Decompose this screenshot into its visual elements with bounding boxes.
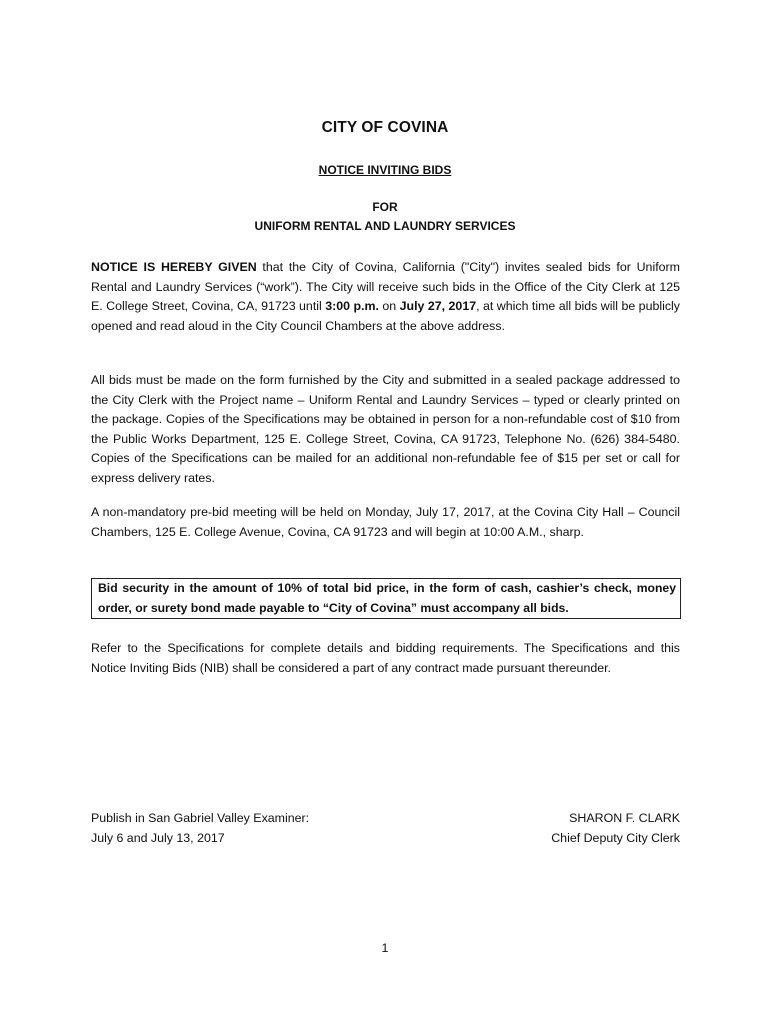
pre-bid-meeting-paragraph: A non-mandatory pre-bid meeting will be held on Monday, July 17, 2017, at the Covina City Hall – Council Chambers, 125 E. College Avenue, Covina, CA 91723 and will begin at 10:00 A.M., sharp.	[91, 505, 680, 539]
for-label: FOR	[372, 200, 398, 214]
notice-text-c: , at which time all bids will be publicly opened and read aloud in the City Council Chambers at the above address.	[91, 299, 680, 333]
bid-deadline-date: July 27, 2017	[399, 299, 477, 314]
service-title: UNIFORM RENTAL AND LAUNDRY SERVICES	[254, 219, 516, 233]
notice-text-a: that the City of Covina, California ("City") invites sealed bids for Uniform Rental and Laundry Services (“work”). The City will receive such bids in the Office of the City Clerk at 125 E. College Street, Covina, CA, 91723 until	[91, 260, 680, 314]
notice-heading: NOTICE INVITING BIDS	[318, 163, 452, 177]
submission-paragraph: All bids must be made on the form furnished by the City and submitted in a sealed package addressed to the City Clerk with the Project name – Uniform Rental and Laundry Services – typed or clearly printed on the package. Copies of the Specifications may be obtained in person for a non-refundable cost of $10 from the Public Works Department, 125 E. College Street, Covina, CA 91723, Telephone No. (626) 384-5480. Copies of the Specifications can be mailed for an additional non-refundable fee of $15 per set or call for express delivery rates.	[91, 373, 680, 485]
document-title: CITY OF COVINA	[321, 119, 449, 136]
publication-block	[91, 808, 309, 848]
bid-deadline-time: 3:00 p.m.	[325, 299, 379, 314]
publication-dates: July 6 and July 13, 2017	[91, 831, 225, 845]
signatory-title: Chief Deputy City Clerk	[551, 831, 680, 845]
notice-text-b: on	[378, 299, 400, 314]
notice-paragraph	[91, 258, 680, 336]
signatory-block	[551, 808, 680, 848]
page-number: 1	[381, 941, 389, 955]
signatory-name: SHARON F. CLARK	[569, 811, 680, 825]
bid-security-box: Bid security in the amount of 10% of total bid price, in the form of cash, cashier’s check, money order, or surety bond made payable to “City of Covina” must accompany all bids.	[91, 578, 681, 619]
notice-lead: NOTICE IS HEREBY GIVEN	[91, 260, 257, 274]
publication-label: Publish in San Gabriel Valley Examiner:	[91, 811, 310, 825]
specifications-paragraph: Refer to the Specifications for complete details and bidding requirements. The Specifications and this Notice Inviting Bids (NIB) shall be considered a part of any contract made pursuant thereunder.	[91, 641, 680, 675]
